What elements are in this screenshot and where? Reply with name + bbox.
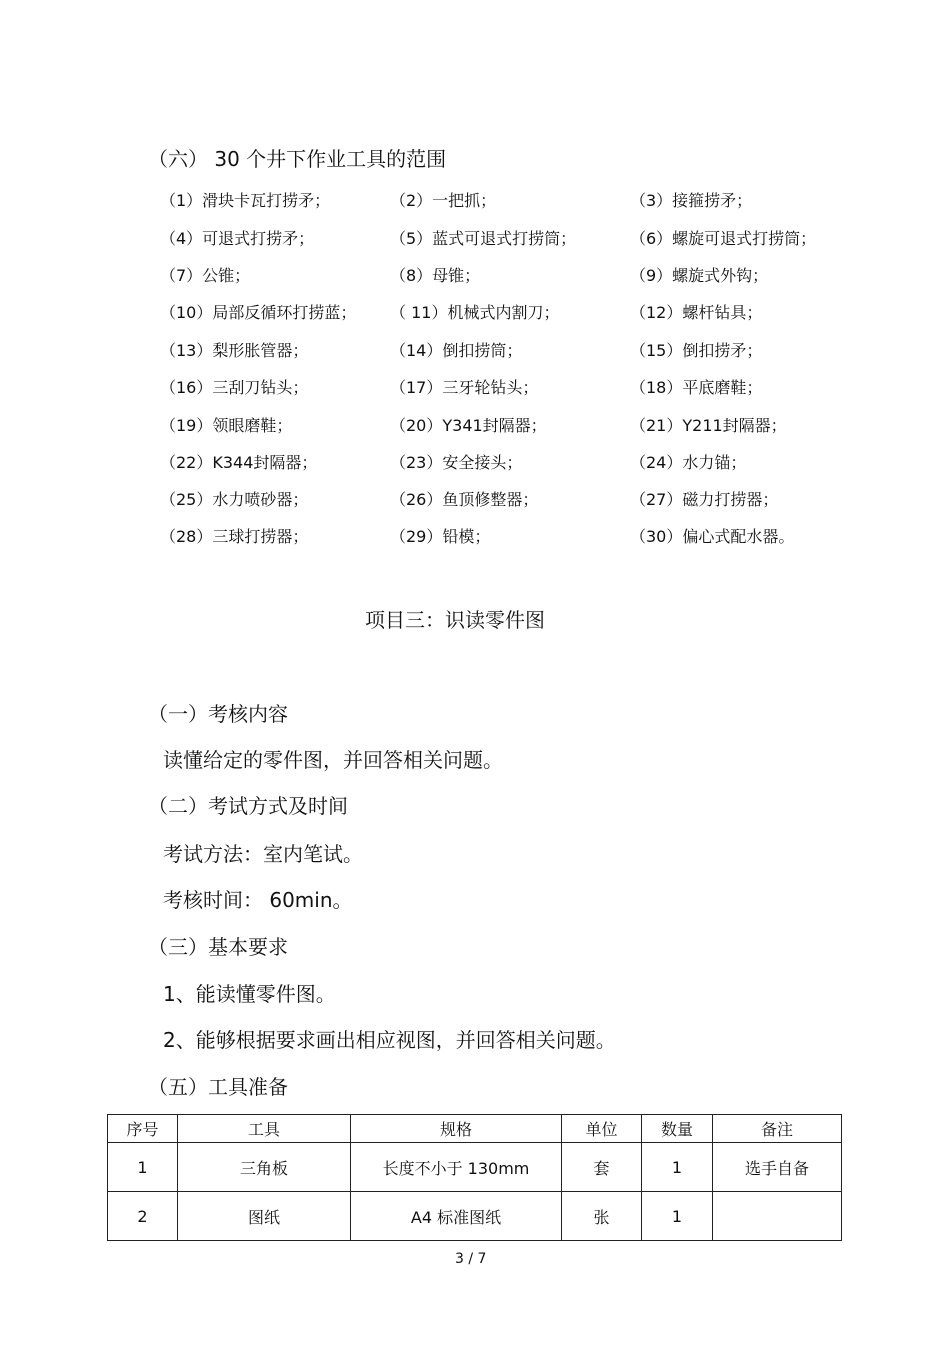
tool-item: （25）水力喷砂器； <box>160 490 309 509</box>
cell-spec: A4 标准图纸 <box>351 1192 562 1241</box>
tool-item: （21）Y211封隔器； <box>630 416 787 435</box>
section-2-heading: （二）考试方式及时间 <box>148 794 348 818</box>
tool-preparation-table <box>107 1114 842 1241</box>
requirement-2: 2、能够根据要求画出相应视图，并回答相关问题。 <box>163 1028 616 1052</box>
section-1-heading: （一）考核内容 <box>148 702 288 726</box>
tool-item: （2）一把抓； <box>390 191 497 210</box>
tool-item: （1）滑块卡瓦打捞矛； <box>160 191 331 210</box>
cell-unit: 套 <box>562 1143 642 1192</box>
header-tool: 工具 <box>178 1115 351 1143</box>
tool-item: （20）Y341封隔器； <box>390 416 547 435</box>
header-index: 序号 <box>108 1115 178 1143</box>
tool-item: （15）倒扣捞矛； <box>630 341 763 360</box>
cell-remark: 选手自备 <box>713 1143 842 1192</box>
tool-item: （12）螺杆钻具； <box>630 303 763 322</box>
tool-item: （14）倒扣捞筒； <box>390 341 523 360</box>
cell-index: 1 <box>108 1143 178 1192</box>
cell-remark <box>713 1192 842 1241</box>
requirement-1: 1、能读懂零件图。 <box>163 982 336 1006</box>
tool-item: （3）接箍捞矛； <box>630 191 753 210</box>
tool-item: （26）鱼顶修整器； <box>390 490 539 509</box>
header-quantity: 数量 <box>642 1115 713 1143</box>
table-row <box>108 1192 842 1241</box>
cell-quantity: 1 <box>642 1143 713 1192</box>
exam-time: 考核时间： 60min。 <box>163 888 353 912</box>
section-3-heading: （三）基本要求 <box>148 935 288 959</box>
section-1-text: 读懂给定的零件图，并回答相关问题。 <box>163 748 503 772</box>
tool-item: （9）螺旋式外钩； <box>630 266 769 285</box>
tool-item: （ 11）机械式内割刀； <box>390 303 560 322</box>
tool-item: （16）三刮刀钻头； <box>160 378 309 397</box>
tool-item: （10）局部反循环打捞蓝； <box>160 303 357 322</box>
tool-item: （5）蓝式可退式打捞筒； <box>390 229 577 248</box>
page-number: 3 / 7 <box>455 1251 487 1267</box>
tool-item: （23）安全接头； <box>390 453 523 472</box>
cell-quantity: 1 <box>642 1192 713 1241</box>
tool-item: （7）公锥； <box>160 266 251 285</box>
table-header-row <box>108 1115 842 1143</box>
tool-item: （13）梨形胀管器； <box>160 341 309 360</box>
tool-item: （30）偏心式配水器。 <box>630 527 795 546</box>
header-unit: 单位 <box>562 1115 642 1143</box>
tool-item: （22）K344封隔器； <box>160 453 318 472</box>
exam-method: 考试方法：室内笔试。 <box>163 842 363 866</box>
table-row <box>108 1143 842 1192</box>
header-spec: 规格 <box>351 1115 562 1143</box>
tool-item: （27）磁力打捞器； <box>630 490 779 509</box>
tool-item: （8）母锥； <box>390 266 481 285</box>
tool-item: （28）三球打捞器； <box>160 527 309 546</box>
cell-unit: 张 <box>562 1192 642 1241</box>
project-3-title: 项目三：识读零件图 <box>365 608 545 632</box>
tool-item: （29）铅模； <box>390 527 491 546</box>
section-5-heading: （五）工具准备 <box>148 1075 288 1099</box>
tool-item: （18）平底磨鞋； <box>630 378 763 397</box>
tool-item: （6）螺旋可退式打捞筒； <box>630 229 817 248</box>
tool-item: （19）领眼磨鞋； <box>160 416 293 435</box>
cell-index: 2 <box>108 1192 178 1241</box>
section-6-heading: （六） 30 个井下作业工具的范围 <box>148 147 447 171</box>
tool-item: （4）可退式打捞矛； <box>160 229 315 248</box>
tool-item: （17）三牙轮钻头； <box>390 378 539 397</box>
cell-spec: 长度不小于 130mm <box>351 1143 562 1192</box>
header-remark: 备注 <box>713 1115 842 1143</box>
tool-item: （24）水力锚； <box>630 453 747 472</box>
cell-tool: 图纸 <box>178 1192 351 1241</box>
cell-tool: 三角板 <box>178 1143 351 1192</box>
